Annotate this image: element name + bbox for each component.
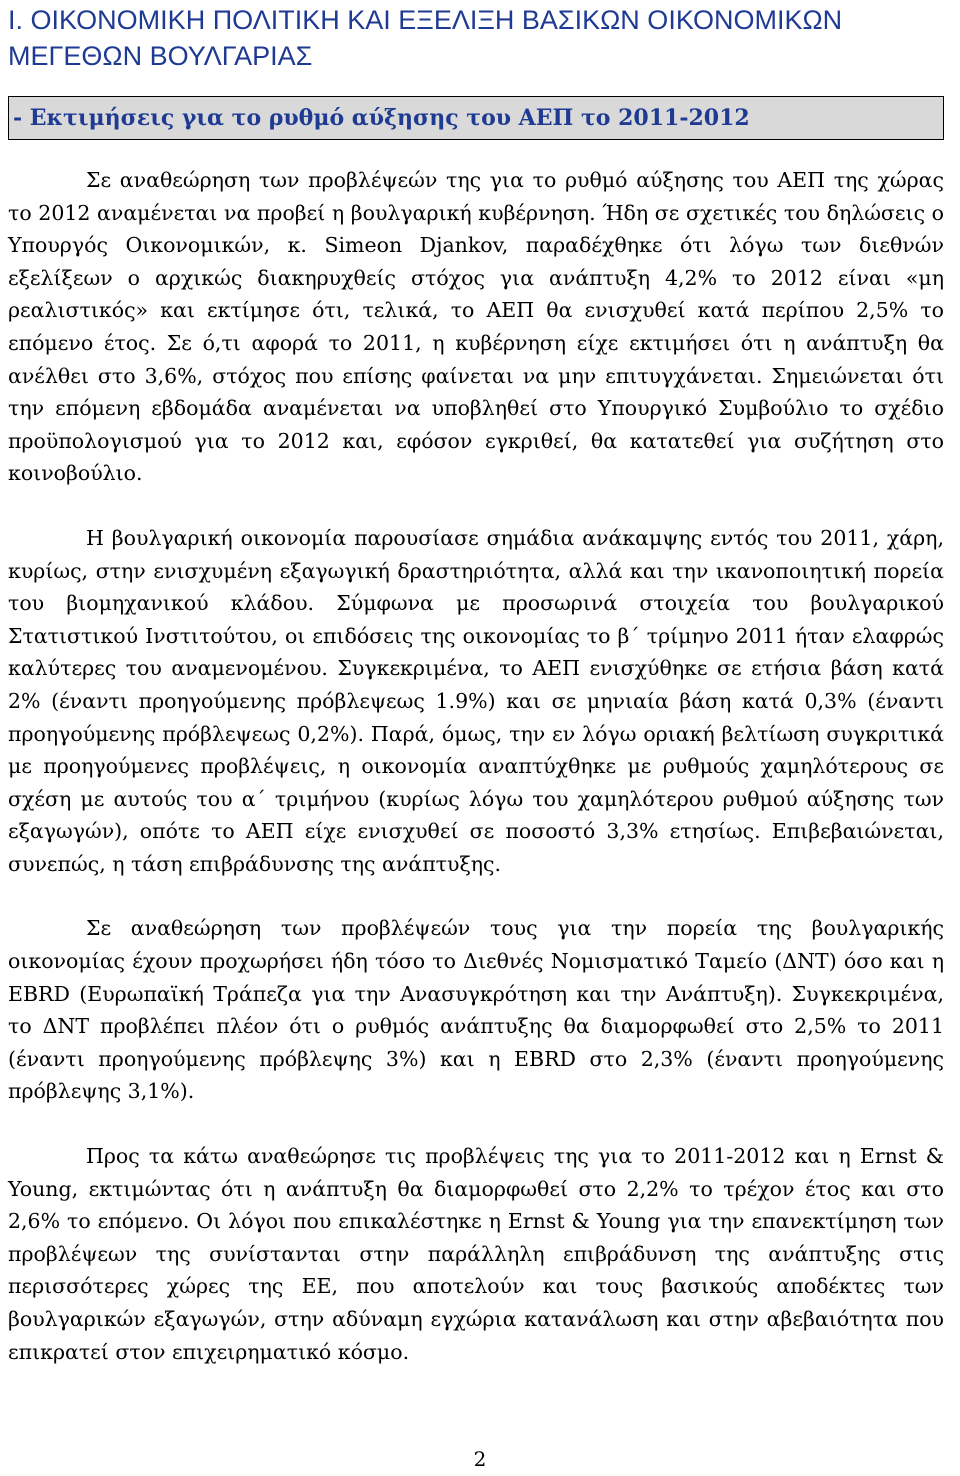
subtitle-text: - Εκτιμήσεις για το ρυθμό αύξησης του ΑΕΠ το 2011-2012 <box>13 105 750 131</box>
page-number: 2 <box>473 1447 487 1471</box>
document-page <box>8 0 944 1368</box>
paragraph-3: Σε αναθεώρηση των προβλέψεών τους για την πορεία της βουλγαρικής οικονομίας έχουν προχωρήσει ήδη τόσο το Διεθνές Νομισματικό Ταμείο (ΔΝΤ) όσο και η EBRD (Ευρωπαϊκή Τράπεζα για την Ανασυγκρότηση και την Ανάπτυξη). Συγκεκριμένα, το ΔΝΤ προβλέπει πλέον ότι ο ρυθμός ανάπτυξης θα διαμορφωθεί στο 2,5% το 2011 (έναντι προηγούμενης πρόβλεψης 3%) και η EBRD στο 2,3% (έναντι προηγούμενης πρόβλεψης 3,1%). <box>8 916 944 1104</box>
paragraph-4: Προς τα κάτω αναθεώρησε τις προβλέψεις της για το 2011-2012 και η Ernst & Young, εκτιμώντας ότι η ανάπτυξη θα διαμορφωθεί στο 2,2% το τρέχον έτος και στο 2,6% το επόμενο. Οι λόγοι που επικαλέστηκε η Ernst & Young για την επανεκτίμηση των προβλέψεων της συνίστανται στην παράλληλη επιβράδυνση της ανάπτυξης στις περισσότερες χώρες της ΕΕ, που αποτελούν και τους βασικούς αποδέκτες των βουλγαρικών εξαγωγών, στην αδύναμη εγχώρια κατανάλωση και στην αβεβαιότητα που επικρατεί στον επιχειρηματικό κόσμο. <box>8 1144 944 1364</box>
paragraph-2: Η βουλγαρική οικονομία παρουσίασε σημάδια ανάκαμψης εντός του 2011, χάρη, κυρίως, στην ενισχυμένη εξαγωγική δραστηριότητα, αλλά και την ικανοποιητική πορεία του βιομηχανικού κλάδου. Σύμφωνα με προσωρινά στοιχεία του βουλγαρικού Στατιστικού Ινστιτούτου, οι επιδόσεις της οικονομίας το β΄ τρίμηνο 2011 ήταν ελαφρώς καλύτερες του αναμενομένου. Συγκεκριμένα, το ΑΕΠ ενισχύθηκε σε ετήσια βάση κατά 2% (έναντι προηγούμενης πρόβλεψεως 1.9%) και σε μηνιαία βάση κατά 0,3% (έναντι προηγούμενης πρόβλεψεως 0,2%). Παρά, όμως, την εν λόγω οριακή βελτίωση συγκριτικά με προηγούμενες προβλέψεις, η οικονομία αναπτύχθηκε με ρυθμούς χαμηλότερους σε σχέση με αυτούς του α΄ τριμήνου (κυρίως λόγω του χαμηλότερου ρυθμού αύξησης των εξαγωγών), οπότε το ΑΕΠ είχε ενισχυθεί σε ποσοστό 3,3% ετησίως. Επιβεβαιώνεται, συνεπώς, η τάση επιβράδυνσης της ανάπτυξης. <box>8 525 944 876</box>
section-title: I. ΟΙΚΟΝΟΜΙΚΗ ΠΟΛΙΤΙΚΗ ΚΑΙ ΕΞΕΛΙΞΗ ΒΑΣΙΚΩΝ ΟΙΚΟΝΟΜΙΚΩΝ ΜΕΓΕΘΩΝ ΒΟΥΛΓΑΡΙΑΣ <box>8 5 843 71</box>
subtitle-bar <box>8 96 944 140</box>
paragraph-1: Σε αναθεώρηση των προβλέψεών της για το ρυθμό αύξησης του ΑΕΠ της χώρας το 2012 αναμένεται να προβεί η βουλγαρική κυβέρνηση. Ήδη σε σχετικές του δηλώσεις ο Υπουργός Οικονομικών, κ. Simeon Djankov, παραδέχθηκε ότι λόγω των διεθνών εξελίξεων ο αρχικώς διακηρυχθείς στόχος για ανάπτυξη 4,2% το 2012 είναι «μη ρεαλιστικός» και εκτίμησε ότι, τελικά, το ΑΕΠ θα ενισχυθεί κατά περίπου 2,5% το επόμενο έτος. Σε ό,τι αφορά το 2011, η κυβέρνηση είχε εκτιμήσει ότι η ανάπτυξη θα ανέλθει στο 3,6%, στόχος που επίσης φαίνεται να μην επιτυγχάνεται. Σημειώνεται ότι την επόμενη εβδομάδα αναμένεται να υποβληθεί στο Υπουργικό Συμβούλιο το σχέδιο προϋπολογισμού για το 2012 και, εφόσον εγκριθεί, θα κατατεθεί για συζήτηση στο κοινοβούλιο. <box>8 168 944 486</box>
